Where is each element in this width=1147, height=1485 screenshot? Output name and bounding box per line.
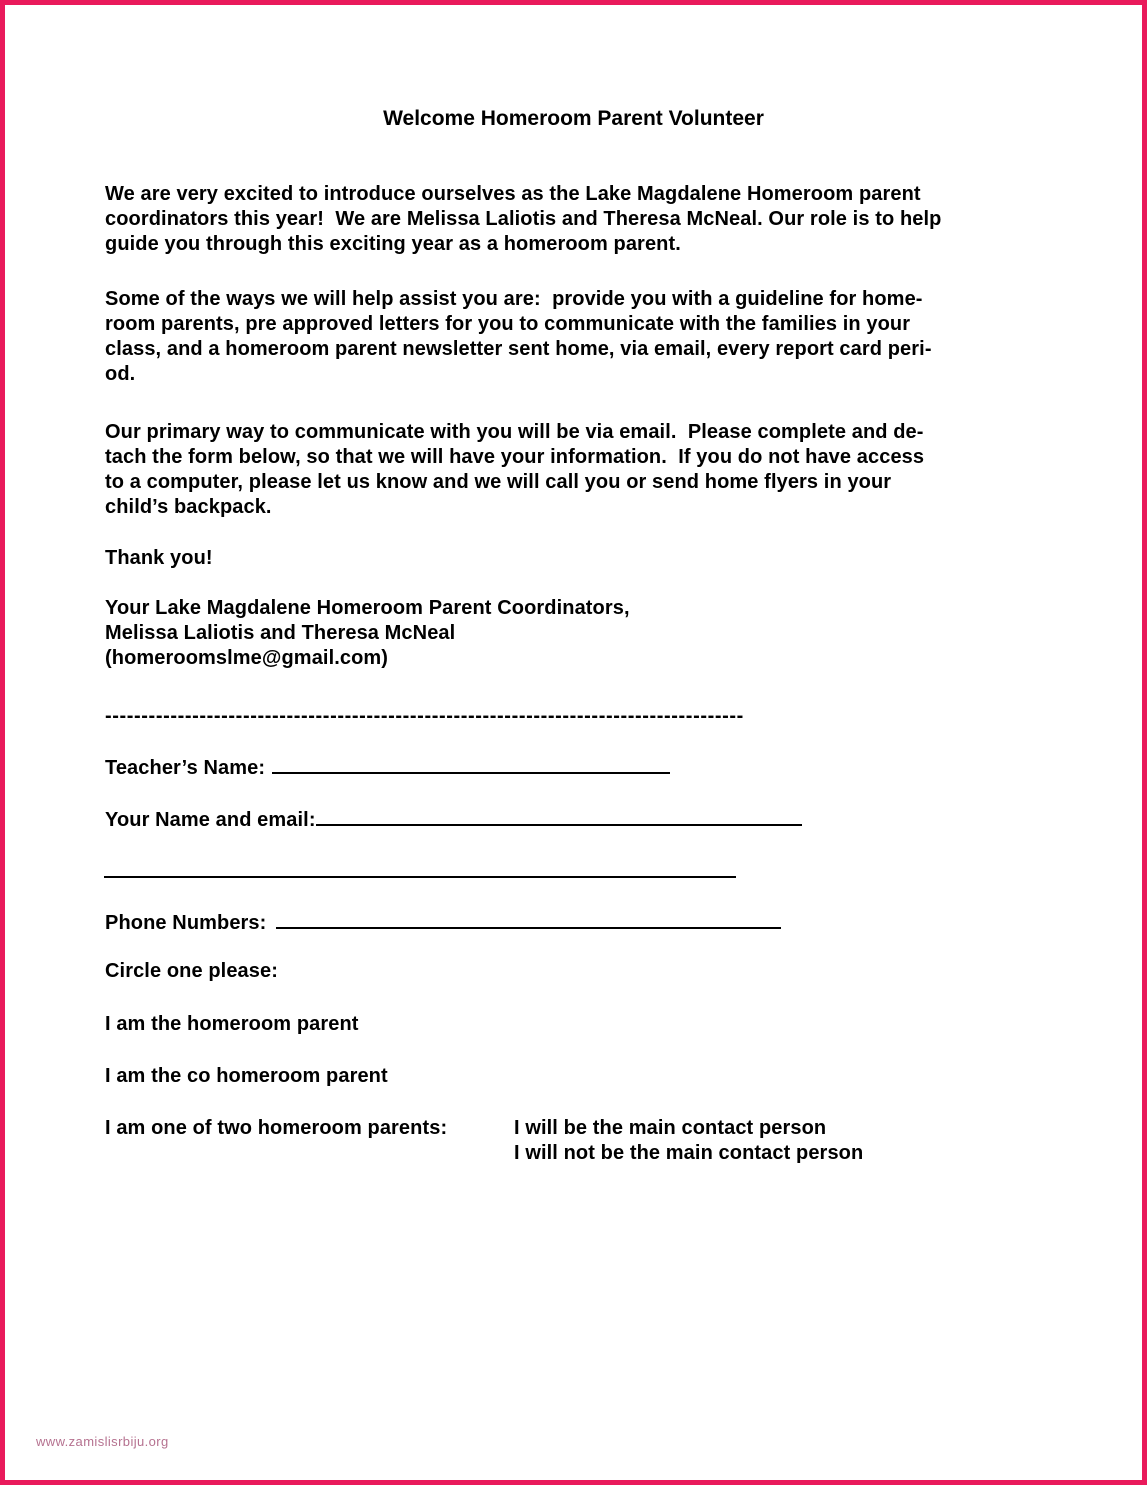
- option-two-homeroom-parents-row: [105, 1116, 863, 1166]
- name-email-label: Your Name and email:: [105, 809, 316, 831]
- option-co-homeroom-parent: I am the co homeroom parent: [105, 1065, 388, 1087]
- name-email-blank: [316, 804, 802, 826]
- contact-option-main: I will be the main contact person: [514, 1117, 827, 1139]
- paragraph-communication: [105, 420, 924, 520]
- contact-option-not-main: I will not be the main contact person: [514, 1142, 864, 1164]
- paragraph-line: Our primary way to communicate with you will be via email. Please complete and de-: [105, 421, 924, 443]
- teacher-name-row: [105, 752, 670, 781]
- thank-you-text: Thank you!: [105, 547, 213, 569]
- teacher-name-label: Teacher’s Name:: [105, 757, 266, 779]
- paragraph-line: child’s backpack.: [105, 496, 272, 518]
- paragraph-line: to a computer, please let us know and we will call you or send home flyers in your: [105, 471, 892, 493]
- paragraph-line: Some of the ways we will help assist you are: provide you with a guideline for home-: [105, 288, 923, 310]
- paragraph-line: coordinators this year! We are Melissa Laliotis and Theresa McNeal. Our role is to help: [105, 208, 942, 230]
- paragraph-line: room parents, pre approved letters for you to communicate with the families in your: [105, 313, 911, 335]
- paragraph-line: tach the form below, so that we will have your information. If you do not have access: [105, 446, 925, 468]
- option-two-homeroom-parents: I am one of two homeroom parents:: [105, 1117, 448, 1139]
- signature-line: (homeroomslme@gmail.com): [105, 647, 389, 669]
- option-homeroom-parent: I am the homeroom parent: [105, 1013, 359, 1035]
- phone-numbers-blank: [276, 907, 781, 929]
- paragraph-intro: [105, 182, 941, 257]
- paragraph-line: We are very excited to introduce ourselves as the Lake Magdalene Homeroom parent: [105, 183, 921, 205]
- paragraph-ways-we-help: [105, 287, 932, 387]
- circle-instruction: Circle one please:: [105, 960, 278, 982]
- paragraph-line: guide you through this exciting year as a homeroom parent.: [105, 233, 681, 255]
- watermark-url: www.zamislisrbiju.org: [36, 1434, 169, 1449]
- phone-numbers-label: Phone Numbers:: [105, 912, 267, 934]
- page-title: Welcome Homeroom Parent Volunteer: [383, 107, 764, 130]
- signature-line: Your Lake Magdalene Homeroom Parent Coordinators,: [105, 597, 630, 619]
- name-email-row: [105, 804, 802, 833]
- phone-numbers-row: [105, 907, 781, 936]
- paragraph-line: od.: [105, 363, 136, 385]
- signature-line: Melissa Laliotis and Theresa McNeal: [105, 622, 456, 644]
- name-email-blank-second-line: [104, 876, 736, 878]
- signature-block: [105, 596, 630, 671]
- teacher-name-blank: [272, 752, 670, 774]
- section-divider: ----------------------------------------------------------------------------------------: [105, 705, 744, 727]
- paragraph-line: class, and a homeroom parent newsletter sent home, via email, every report card peri-: [105, 338, 932, 360]
- contact-options: [514, 1116, 863, 1166]
